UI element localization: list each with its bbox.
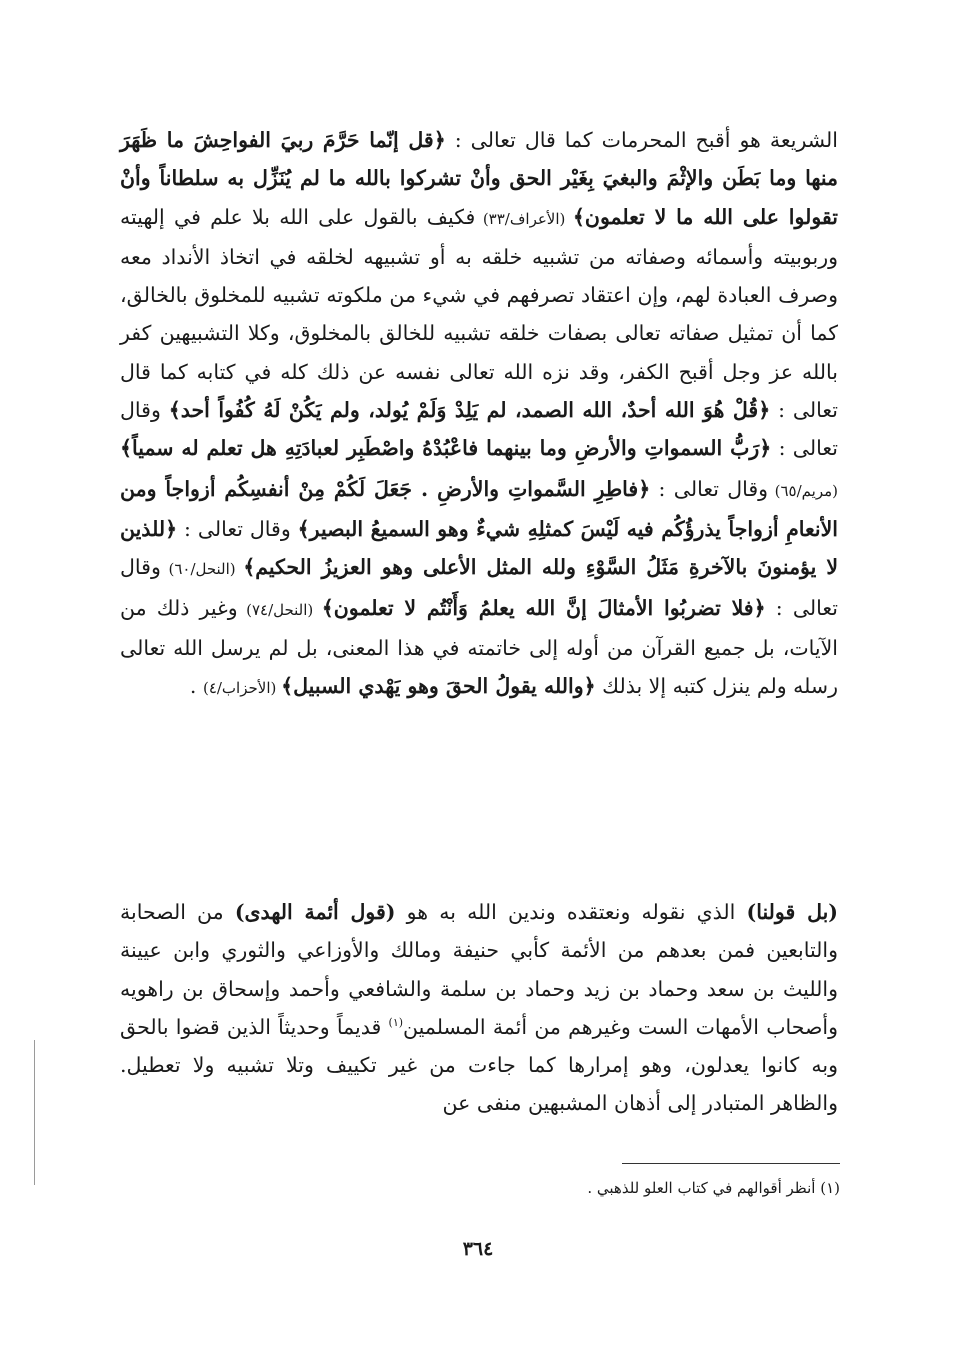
p1-segment-7: وغير ذلك من الآيات، بل جميع القرآن من أوله إلى خاتمته في هذا المعنى، بل لم يرسل الله تعالى رسله ولم ينزل كتبه إلا بذلك xyxy=(120,595,838,699)
footnote-marker: (١) xyxy=(388,1016,404,1030)
p2-segment-2: من الصحابة والتابعين فمن بعدهم من الأئمة كأبي حنيفة ومالك والأوزاعي والثوري وابن عيينة والليث بن سعد وحماد بن زيد وحماد بن سلمة والشافعي وأحمد وإسحاق بن راهويه وأصحاب الأمهات الست وغيرهم من أئمة المسلمين xyxy=(120,900,838,1039)
p1-quran-quote-3: ﴿رَبُّ السمواتِ والأرضِ وما بينهما فاعْبُدْهُ واصْطَبِر لعبادَتِهِ هل تعلم له سمياً﴾ xyxy=(120,436,772,461)
p1-reference-5: (النحل/٦٠) xyxy=(160,560,244,579)
paragraph-1-text xyxy=(120,121,838,707)
p2-lead: (بل قولنا) xyxy=(746,900,838,924)
p1-quran-quote-4: ﴿فاطِرِ السَّمواتِ والأرضِ . جَعَلَ لَكُمْ مِنْ أنفسِكُم أزواجاً ومن الأنعامِ أزواجاً يذرؤُكُم فيه لَيْسَ كمثلِهِ شيءٌ وهو السميعُ البصير﴾ xyxy=(120,476,838,541)
p1-reference-3: (مريم/٦٥) xyxy=(768,481,838,500)
p1-reference-7: (الأحزاب/٤) xyxy=(202,679,282,698)
p1-segment-4: وقال تعالى : xyxy=(650,476,769,501)
footnote: (١) أنظر أقوالهم في كتاب العلو للذهبي . xyxy=(587,1179,840,1197)
scan-edge-line xyxy=(34,1040,35,1185)
p1-quran-quote-1: ﴿قل إنّما حَرَّمَ ربيَ الفواحِشَ ما ظَهَرَ منها وما بَطَن والإثْمَ والبغيَ بِغَيْر الحق وأنْ تشركوا بالله ما لم يُنَزِّل به سلطاناً وأنْ تقولوا على الله ما لا تعلمون﴾ xyxy=(120,128,839,229)
p1-quran-quote-7: ﴿والله يقولُ الحقَ وهو يَهْدي السبيل﴾ xyxy=(281,674,596,699)
p1-segment-5: وقال تعالى : xyxy=(177,516,298,541)
p1-end: . xyxy=(189,674,203,699)
p1-segment-3: وقال تعالى : xyxy=(120,398,838,461)
p2-segment-1: الذي نقوله ونعتقده وندين الله به هو xyxy=(395,900,747,924)
page-number: ٣٦٤ xyxy=(462,1238,494,1260)
paragraph-2-text xyxy=(120,893,838,1123)
p1-segment-2: فكيف بالقول على الله بلا علم في إلهيته وربوبيته وأسمائه وصفاته من تشبيه خلقه به أو تشبيهه لخلقه في اتخاذ الأنداد معه وصرف العبادة لهم، وإن اعتقاد تصرفهم في شيء من ملكوته تشبيه للمخلوق بالخالق، كما أن تمثيل صفاته تعالى بصفات خلقه تشبيه للخالق بالمخلوق، وكلا التشبيهين كفر بالله عز وجل أقبح الكفر، وقد نزه الله تعالى نفسه عن ذلك كله في كتابه كما قال تعالى : xyxy=(120,204,838,423)
p2-bold-phrase: (قول أئمة الهدى) xyxy=(234,900,396,924)
p1-segment-6: وقال تعالى : xyxy=(120,555,839,620)
p1-quran-quote-5: ﴿للذين لا يؤمنونَ بالآخرةِ مَثَلُ السَّوْءِ ولله المثل الأعلى وهو العزيزُ الحكيم﴾ xyxy=(120,516,839,580)
p1-reference-1: (الأعراف/٣٣) xyxy=(475,209,573,228)
p1-quran-quote-6: ﴿فلا تضربُوا الأمثالَ إنَّ الله يعلمُ وَأَنْتُم لا تعلمون﴾ xyxy=(321,595,766,620)
p1-reference-6: (النحل/٧٤) xyxy=(237,600,322,619)
p1-quran-quote-2: ﴿قُلْ هُوَ الله أحدٌ، الله الصمد، لم يَلِدْ وَلَمْ يُولد، ولم يَكُنْ لَهُ كُفُواً أحد﴾ xyxy=(168,398,771,423)
p2-segment-3: قديماً وحديثاً الذين قضوا بالحق وبه كانوا يعدلون، وهو إمرارها كما جاءت من غير تكييف وتلا تشبيه ولا تعطيل. والظاهر المتبادر إلى أذهان المشبهين منفى عن xyxy=(120,1014,838,1116)
paragraph-2 xyxy=(120,893,838,1123)
footnote-divider xyxy=(622,1163,840,1164)
paragraph-1 xyxy=(120,121,838,707)
p1-segment-1: الشريعة هو أقبح المحرمات كما قال تعالى : xyxy=(445,128,838,152)
